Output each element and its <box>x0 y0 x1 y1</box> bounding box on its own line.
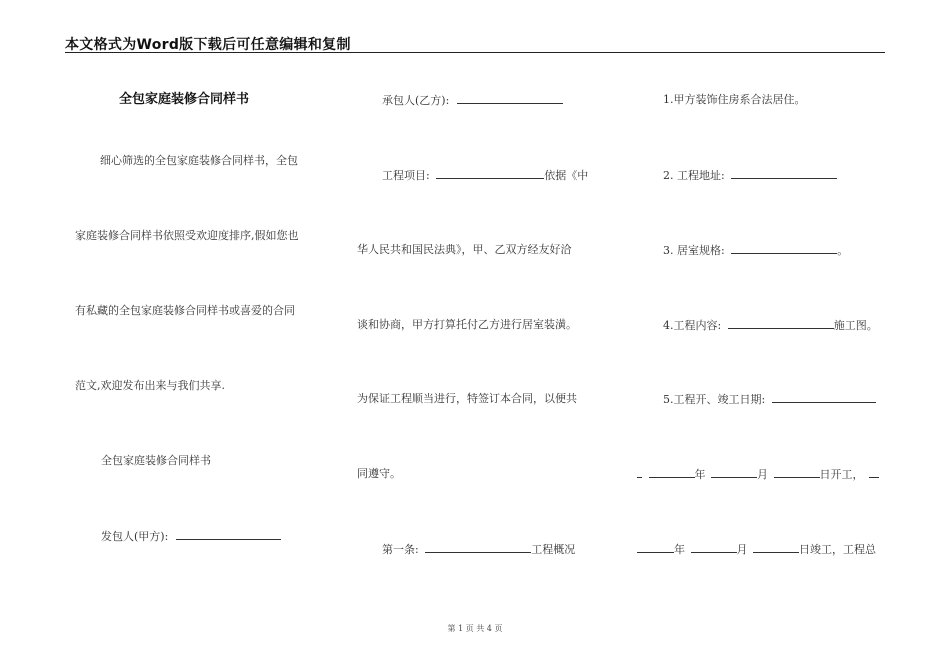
document-header: 本文格式为Word版下载后可任意编辑和复制 <box>65 37 351 53</box>
project-line <box>382 168 588 183</box>
item-4-line <box>663 318 878 333</box>
end-day-label: 日竣工，工程总 <box>799 543 876 556</box>
end-month-blank[interactable] <box>691 542 737 553</box>
end-year-label: 年 <box>674 543 685 556</box>
article1-blank[interactable] <box>425 542 531 553</box>
contract-subtitle: 全包家庭装修合同样书 <box>101 454 211 467</box>
project-suffix: 依据《中 <box>544 169 589 182</box>
item-4-suffix: 施工图。 <box>833 319 878 332</box>
item-3-line <box>663 243 848 258</box>
end-day-blank[interactable] <box>753 542 799 553</box>
item-3-suffix: 。 <box>837 244 849 257</box>
column-1 <box>75 0 325 672</box>
intro-line-3: 有私藏的全包家庭装修合同样书或喜爱的合同 <box>75 304 295 317</box>
start-month-label: 月 <box>757 468 768 481</box>
comply-line: 同遵守。 <box>357 467 401 480</box>
party-b-blank[interactable] <box>457 93 563 104</box>
party-a-label: 发包人(甲方): <box>101 530 169 543</box>
article1-line <box>382 542 575 557</box>
address-blank[interactable] <box>731 168 837 179</box>
party-b-label: 承包人(乙方): <box>382 94 450 107</box>
party-a-blank[interactable] <box>176 529 281 540</box>
end-year-blank[interactable] <box>637 542 674 553</box>
intro-line-4: 范文,欢迎发布出来与我们共享. <box>75 379 225 392</box>
start-suffix-blank[interactable] <box>869 467 879 478</box>
item-1: 1.甲方装饰住房系合法居住。 <box>663 93 806 106</box>
column-2 <box>357 0 607 672</box>
column-3 <box>637 0 889 672</box>
contract-title: 全包家庭装修合同样书 <box>119 92 250 107</box>
start-month-blank[interactable] <box>711 467 757 478</box>
room-size-blank[interactable] <box>731 243 837 254</box>
law-line: 华人民共和国民法典》，甲、乙双方经友好洽 <box>357 243 572 256</box>
content-blank[interactable] <box>728 318 834 329</box>
intro-line-1: 细心筛选的全包家庭装修合同样书，全包 <box>100 154 298 167</box>
item-2-label: 2. 工程地址: <box>663 169 725 182</box>
party-a-line <box>101 529 281 544</box>
end-month-label: 月 <box>736 543 748 556</box>
end-date-line <box>637 542 876 557</box>
project-blank[interactable] <box>436 168 544 179</box>
start-date-line <box>637 467 879 482</box>
start-day-blank[interactable] <box>774 467 820 478</box>
start-day-label: 日开工， <box>819 468 864 481</box>
article1-label: 第一条: <box>382 543 419 556</box>
start-year-blank[interactable] <box>649 467 695 478</box>
article1-suffix: 工程概况 <box>531 543 576 556</box>
start-prefix-blank[interactable] <box>637 467 642 478</box>
party-b-line <box>382 93 563 108</box>
item-5-label: 5.工程开、竣工日期: <box>663 393 766 406</box>
intro-line-2: 家庭装修合同样书依照受欢迎度排序,假如您也 <box>75 229 299 242</box>
item-2-line <box>663 168 837 183</box>
project-label: 工程项目: <box>382 169 430 182</box>
item-5-line <box>663 392 876 407</box>
item-4-label: 4.工程内容: <box>663 319 722 332</box>
purpose-line: 为保证工程顺当进行，特签订本合同，以便共 <box>357 392 577 405</box>
dates-blank[interactable] <box>772 392 876 403</box>
page-footer: 第 1 页 共 4 页 <box>447 624 503 633</box>
item-3-label: 3. 居室规格: <box>663 244 725 257</box>
consult-line: 谈和协商，甲方打算托付乙方进行居室装潢。 <box>357 318 577 331</box>
start-year-label: 年 <box>694 468 706 481</box>
